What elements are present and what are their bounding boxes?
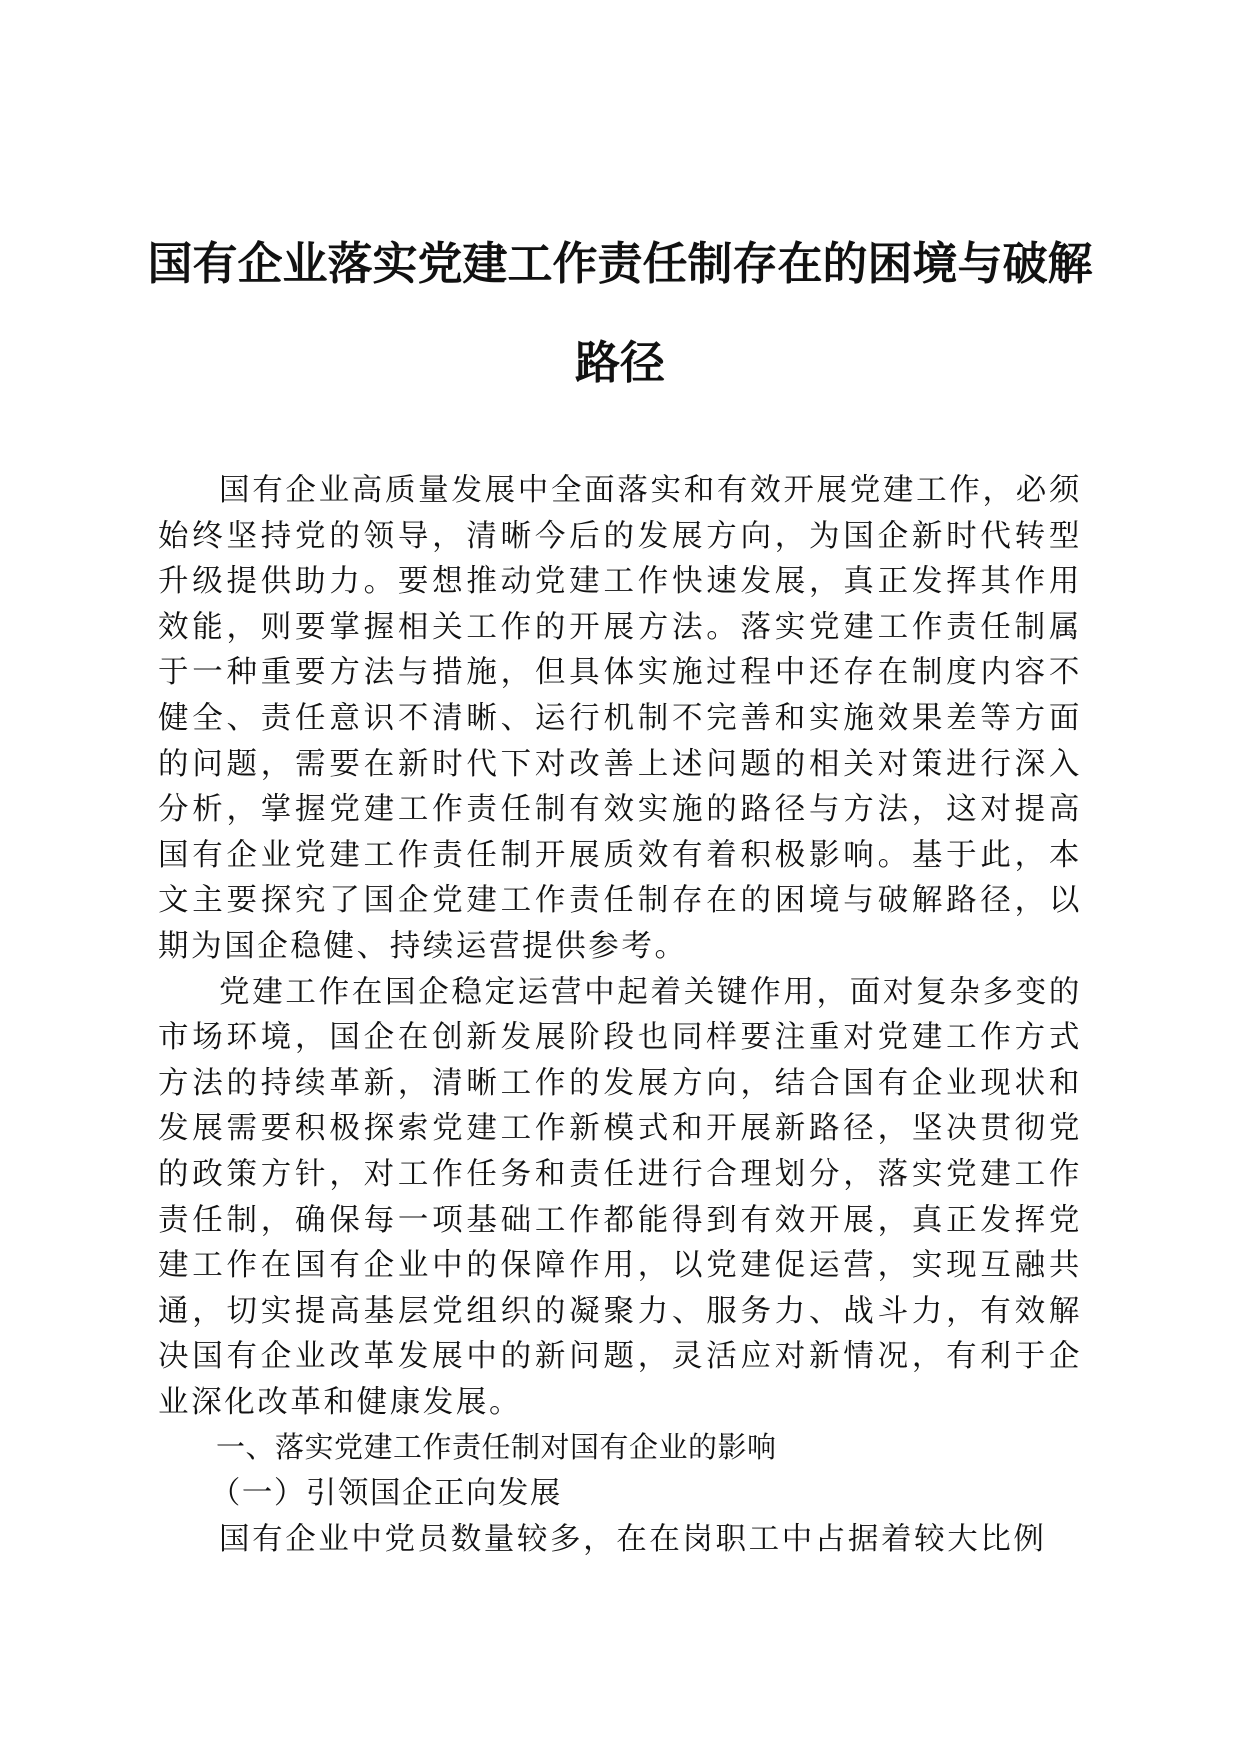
document-body [158,468,1082,1562]
intro-paragraph: 国有企业高质量发展中全面落实和有效开展党建工作，必须始终坚持党的领导，清晰今后的发展方向，为国企新时代转型升级提供助力。要想推动党建工作快速发展，真正发挥其作用效能，则要掌握相关工作的开展方法。落实党建工作责任制属于一种重要方法与措施，但具体实施过程中还存在制度内容不健全、责任意识不清晰、运行机制不完善和实施效果差等方面的问题，需要在新时代下对改善上述问题的相关对策进行深入分析，掌握党建工作责任制有效实施的路径与方法，这对提高国有企业党建工作责任制开展质效有着积极影响。基于此，本文主要探究了国企党建工作责任制存在的困境与破解路径，以期为国企稳健、持续运营提供参考。 [158,473,1082,964]
subsection-heading: （一）引领国企正向发展 [209,1476,562,1512]
section-heading: 一、落实党建工作责任制对国有企业的影响 [216,1430,777,1465]
document-title: 国有企业落实党建工作责任制存在的困境与破解路径 [147,237,1093,389]
subsection-paragraph: 国有企业中党员数量较多，在在岗职工中占据着较大比例 [219,1521,1047,1557]
background-paragraph: 党建工作在国企稳定运营中起着关键作用，面对复杂多变的市场环境，国企在创新发展阶段也同样要注重对党建工作方式方法的持续革新，清晰工作的发展方向，结合国有企业现状和发展需要积极探索党建工作新模式和开展新路径，坚决贯彻党的政策方针，对工作任务和责任进行合理划分，落实党建工作责任制，确保每一项基础工作都能得到有效开展，真正发挥党建工作在国有企业中的保障作用，以党建促运营，实现互融共通，切实提高基层党组织的凝聚力、服务力、战斗力，有效解决国有企业改革发展中的新问题，灵活应对新情况，有利于企业深化改革和健康发展。 [158,974,1082,1420]
